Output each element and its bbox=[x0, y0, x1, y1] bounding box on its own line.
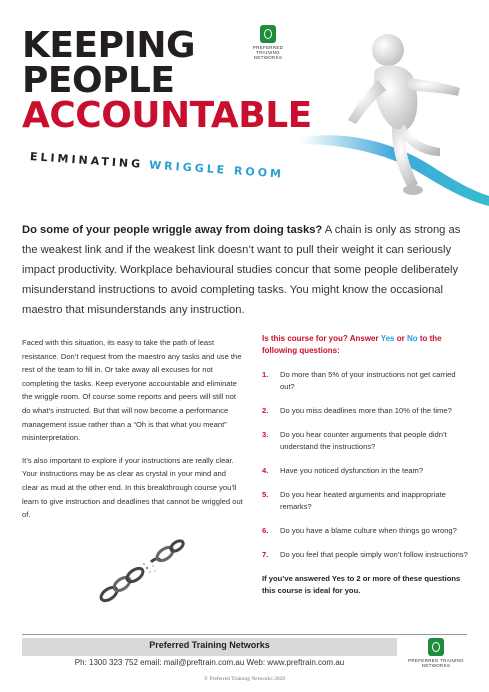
question-text: Do you feel that people simply won’t follow instructions? bbox=[280, 550, 468, 559]
left-column bbox=[22, 336, 244, 531]
intro-paragraph bbox=[22, 220, 467, 320]
footer-org-name: Preferred Training Networks bbox=[149, 640, 270, 650]
question-text: Do you have a blame culture when things go wrong? bbox=[280, 526, 457, 535]
jumping-figure bbox=[348, 34, 460, 195]
title-line-2: PEOPLE bbox=[22, 60, 175, 101]
footer-logo-text: PREFERRED TRAINING NETWORKS bbox=[408, 658, 464, 668]
title-line-1: KEEPING bbox=[22, 25, 196, 66]
footer-contact: Ph: 1300 323 752 email: mail@preftrain.com.au Web: www.preftrain.com.au bbox=[74, 658, 345, 667]
question-item bbox=[262, 465, 472, 477]
question-number: 1. bbox=[262, 370, 269, 379]
questions-footer: If you’ve answered Yes to 2 or more of these questions this course is ideal for you. bbox=[262, 574, 461, 595]
subtitle-part-2: WRIGGLE ROOM bbox=[148, 158, 285, 181]
left-paragraph-2: It’s also important to explore if your instructions are really clear. Your instructions may be as clear as crystal in your mind and clear as mud at the other end. In this breakthrough course you’ll learn to give instruction and deadlines that cannot be wriggled out of. bbox=[22, 455, 243, 520]
question-text: Do you miss deadlines more than 10% of the time? bbox=[280, 406, 452, 415]
questions-column bbox=[262, 333, 472, 597]
questions-heading-a: Is this course for you? Answer bbox=[262, 334, 381, 343]
question-item bbox=[262, 405, 472, 417]
question-number: 5. bbox=[262, 490, 269, 499]
no-word: No bbox=[406, 334, 418, 343]
question-item bbox=[262, 489, 472, 513]
company-logo-icon bbox=[260, 25, 276, 43]
question-text: Do you hear counter arguments that people didn’t understand the instructions? bbox=[280, 430, 447, 451]
company-logo-icon bbox=[428, 638, 444, 656]
footer-divider bbox=[22, 634, 467, 635]
question-number: 2. bbox=[262, 406, 269, 415]
subtitle-part-1: ELIMINATING bbox=[29, 150, 144, 171]
question-item bbox=[262, 525, 472, 537]
hero-illustration bbox=[300, 20, 489, 220]
question-item bbox=[262, 429, 472, 453]
questions-heading bbox=[262, 333, 472, 357]
logo-text: PREFERRED TRAINING NETWORKS bbox=[252, 45, 284, 60]
questions-list bbox=[262, 369, 472, 561]
questions-heading-c: to the following questions: bbox=[262, 334, 442, 355]
yes-word: Yes bbox=[380, 334, 395, 343]
question-item bbox=[262, 549, 472, 561]
broken-chain-illustration bbox=[95, 538, 185, 608]
copyright: © Preferred Training Networks 2020 bbox=[203, 676, 286, 682]
question-number: 6. bbox=[262, 526, 269, 535]
intro-lead: Do some of your people wriggle away from doing tasks? bbox=[22, 224, 323, 236]
question-item bbox=[262, 369, 472, 393]
top-logo bbox=[243, 25, 293, 60]
question-text: Do you hear heated arguments and inappropriate remarks? bbox=[280, 490, 446, 511]
question-text: Have you noticed dysfunction in the team? bbox=[280, 466, 424, 475]
question-text: Do more than 5% of your instructions not get carried out? bbox=[280, 370, 456, 391]
footer-logo bbox=[405, 638, 467, 668]
questions-heading-b: or bbox=[394, 334, 407, 343]
question-number: 7. bbox=[262, 550, 269, 559]
question-number: 4. bbox=[262, 466, 269, 475]
question-number: 3. bbox=[262, 430, 269, 439]
intro-body: A chain is only as strong as the weakest link and if the weakest link doesn’t want to pull their weight it can seriously impact productivity. Workplace behavioural studies concur that some people deliberately misunderstand instructions to avoid completing tasks. You might know the occasional maestro that misunderstands any instruction. bbox=[22, 224, 461, 316]
subtitle bbox=[30, 150, 285, 181]
left-paragraph-1: Faced with this situation, its easy to take the path of least resistance. Don’t request from the maestro any tasks and use the rest of the team to fill in. Or take away all excuses for not completing the tasks. Keep everyone accountable and eliminate the wriggle room. Of course some reports and peers will still not do what’s instructed. But that will now become a performance management issue rather than a “Oh is that what you meant” misinterpretation. bbox=[22, 338, 242, 443]
title-line-3: ACCOUNTABLE bbox=[22, 95, 312, 136]
